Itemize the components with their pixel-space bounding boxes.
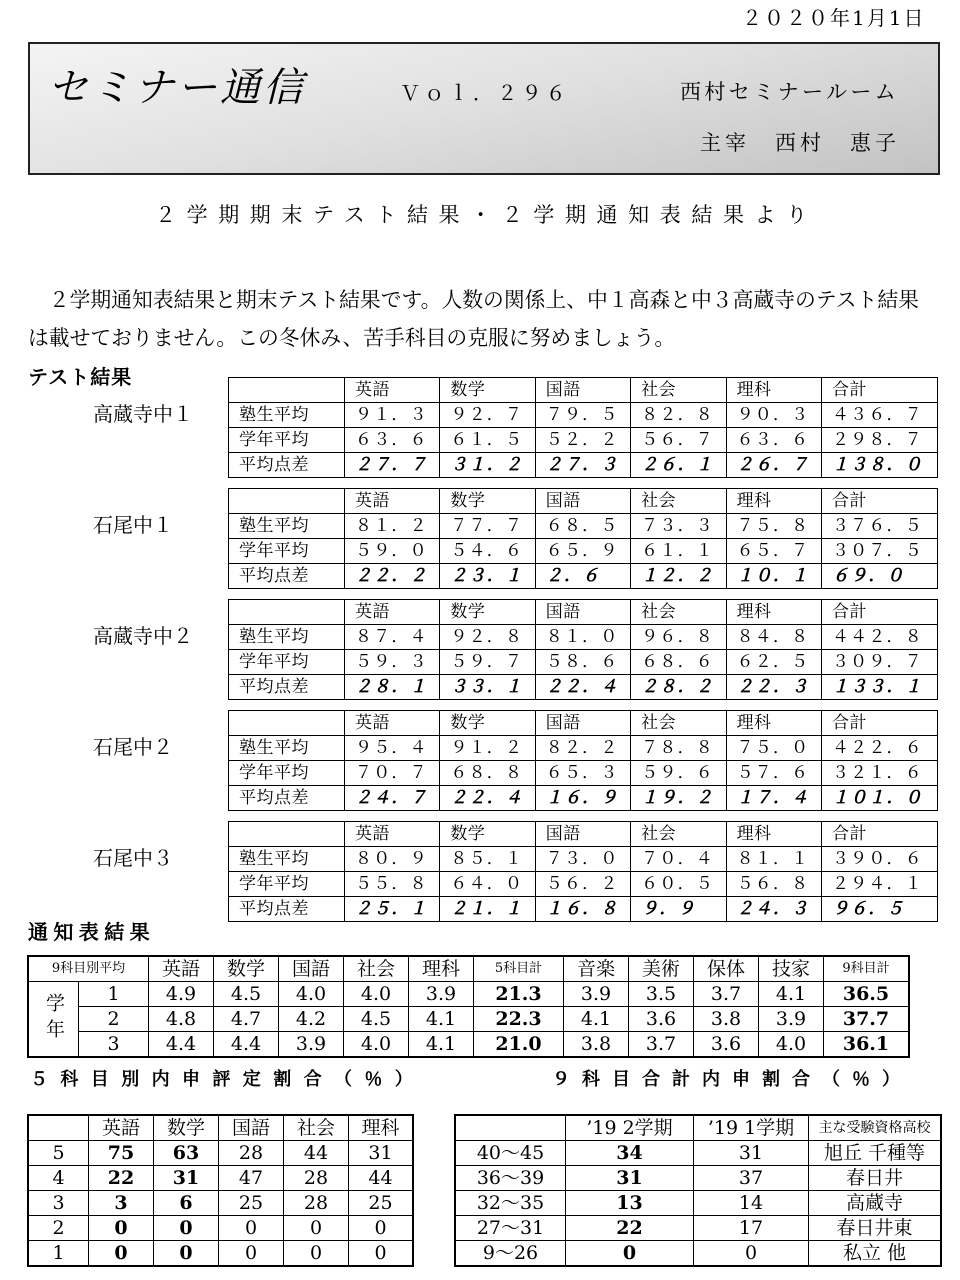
subject-average-cell: 4.5 — [214, 982, 279, 1007]
average-score-cell: ５９．６ — [631, 761, 726, 786]
subject-column-header: 国語 — [536, 822, 631, 847]
score-difference-cell: １２．２ — [631, 564, 726, 589]
subject-average-cell: 3.6 — [629, 1007, 694, 1032]
percentage-cell: 0 — [349, 1216, 413, 1241]
score-difference-cell: ９６．５ — [822, 897, 938, 922]
eligible-high-school-cell: 私立 他 — [809, 1241, 941, 1266]
rating-label: 1 — [29, 1241, 89, 1266]
average-score-cell: ７０．４ — [631, 847, 726, 872]
score-difference-cell: ９．９ — [631, 897, 726, 922]
eligible-high-school-cell: 春日井 — [809, 1166, 941, 1191]
percentage-cell-term1: 0 — [694, 1241, 809, 1266]
row-label: 塾生平均 — [229, 514, 345, 539]
score-difference-cell: ２４．７ — [345, 786, 440, 811]
subject-average-cell: 3.5 — [629, 982, 694, 1007]
host-name: 主宰 西村 恵子 — [700, 131, 900, 155]
subject-column-header: 数学 — [440, 378, 535, 403]
score-difference-cell: ２６．１ — [631, 453, 726, 478]
subject-column-header: 数学 — [440, 489, 535, 514]
score-difference-cell: ２５．１ — [345, 897, 440, 922]
average-score-cell: ７８．８ — [631, 736, 726, 761]
percentage-cell: 25 — [349, 1191, 413, 1216]
test-result-table — [228, 488, 938, 589]
subject-column-header: 社会 — [631, 600, 726, 625]
subject-column-header: 国語 — [536, 378, 631, 403]
row-label: 学年平均 — [229, 872, 345, 897]
subject-column-header: 社会 — [631, 378, 726, 403]
school-name: 高蔵寺中２ — [93, 624, 193, 648]
row-label: 塾生平均 — [229, 625, 345, 650]
score-difference-cell: ２７．３ — [536, 453, 631, 478]
table-corner-cell — [229, 711, 345, 736]
average-score-cell: ６５．７ — [727, 539, 822, 564]
score-difference-cell: １７．４ — [727, 786, 822, 811]
score-difference-cell: ２２．４ — [440, 786, 535, 811]
rating-label: 5 — [29, 1141, 89, 1166]
subject-average-cell: 4.5 — [344, 1007, 409, 1032]
percentage-cell-term2: 13 — [566, 1191, 694, 1216]
row-label: 平均点差 — [229, 675, 345, 700]
score-difference-cell: ２３．１ — [440, 564, 535, 589]
subject-column-header: 英語 — [345, 711, 440, 736]
average-score-cell: ６０．５ — [631, 872, 726, 897]
average-score-cell: ５５．８ — [345, 872, 440, 897]
total-average-cell: 21.3 — [474, 982, 564, 1007]
percentage-cell: 47 — [219, 1166, 284, 1191]
subject-average-cell: 4.8 — [149, 1007, 214, 1032]
subject-average-cell: 3.6 — [694, 1032, 759, 1057]
percentage-cell: 0 — [349, 1241, 413, 1266]
percentage-cell: 31 — [349, 1141, 413, 1166]
percentage-cell: 0 — [219, 1216, 284, 1241]
score-difference-cell: ２．６ — [536, 564, 631, 589]
organization-name: 西村セミナールーム — [680, 80, 900, 104]
subject-column-header: 9科目計 — [824, 957, 909, 982]
test-result-table — [228, 599, 938, 700]
score-difference-cell: ２１．１ — [440, 897, 535, 922]
average-score-cell: ９２．７ — [440, 403, 535, 428]
subject-column-header: 理科 — [727, 489, 822, 514]
subject-average-cell: 3.9 — [759, 1007, 824, 1032]
average-score-cell: ６５．９ — [536, 539, 631, 564]
rating-label: 2 — [29, 1216, 89, 1241]
average-score-cell: ５７．６ — [727, 761, 822, 786]
score-difference-cell: ２２．４ — [536, 675, 631, 700]
average-score-cell: ５９．７ — [440, 650, 535, 675]
score-difference-cell: １６．８ — [536, 897, 631, 922]
average-score-cell: ５９．３ — [345, 650, 440, 675]
percentage-cell-term2: 22 — [566, 1216, 694, 1241]
subject-column-header: 社会 — [631, 489, 726, 514]
column-header: ’19 1学期 — [694, 1116, 809, 1141]
subject-column-header: 合計 — [822, 378, 938, 403]
grade-number: 1 — [79, 982, 149, 1007]
score-difference-cell: ２８．２ — [631, 675, 726, 700]
subject-column-header: 英語 — [149, 957, 214, 982]
average-score-cell: ９６．８ — [631, 625, 726, 650]
average-score-cell: ７０．７ — [345, 761, 440, 786]
subject-column-header: 合計 — [822, 822, 938, 847]
subject-average-cell: 4.0 — [344, 1032, 409, 1057]
average-score-cell: ６２．５ — [727, 650, 822, 675]
row-label: 学年平均 — [229, 650, 345, 675]
score-difference-cell: １０１．０ — [822, 786, 938, 811]
average-score-cell: ５４．６ — [440, 539, 535, 564]
score-difference-cell: ２２．３ — [727, 675, 822, 700]
average-score-cell: ８５．１ — [440, 847, 535, 872]
average-score-cell: ６４．０ — [440, 872, 535, 897]
percentage-cell: 0 — [284, 1241, 349, 1266]
percentage-cell: 6 — [154, 1191, 219, 1216]
nine-subject-ratio-table — [455, 1115, 941, 1266]
grade-number: 3 — [79, 1032, 149, 1057]
average-score-cell: ３０７．５ — [822, 539, 938, 564]
eligible-high-school-cell: 春日井東 — [809, 1216, 941, 1241]
percentage-cell: 31 — [154, 1166, 219, 1191]
average-score-cell: ４２２．６ — [822, 736, 938, 761]
subject-column-header: 理科 — [409, 957, 474, 982]
average-score-cell: ９１．２ — [440, 736, 535, 761]
percentage-cell: 0 — [219, 1241, 284, 1266]
average-score-cell: ７３．３ — [631, 514, 726, 539]
average-score-cell: ５６．８ — [727, 872, 822, 897]
column-header: 主な受験資格高校 — [809, 1116, 941, 1141]
table-corner-cell — [456, 1116, 566, 1141]
average-score-cell: ６８．６ — [631, 650, 726, 675]
subject-average-cell: 3.9 — [564, 982, 629, 1007]
subject-column-header: 社会 — [344, 957, 409, 982]
subject-average-cell: 4.7 — [214, 1007, 279, 1032]
subject-column-header: 音楽 — [564, 957, 629, 982]
total-average-cell: 37.7 — [824, 1007, 909, 1032]
subject-average-cell: 4.1 — [409, 1032, 474, 1057]
score-difference-cell: ２７．７ — [345, 453, 440, 478]
score-difference-cell: ２４．３ — [727, 897, 822, 922]
average-score-cell: ７５．８ — [727, 514, 822, 539]
rating-label: 3 — [29, 1191, 89, 1216]
subject-average-cell: 4.1 — [409, 1007, 474, 1032]
score-range-label: 36～39 — [456, 1166, 566, 1191]
intro-paragraph: ２学期通知表結果と期末テスト結果です。人数の関係上、中１高森と中３高蔵寺のテスト結果は載せておりません。この冬休み、苦手科目の克服に努めましょう。 — [28, 288, 919, 350]
percentage-cell: 22 — [89, 1166, 154, 1191]
subject-column-header: 数学 — [214, 957, 279, 982]
table-corner-cell — [29, 1116, 89, 1141]
score-difference-cell: ３１．２ — [440, 453, 535, 478]
subject-column-header: 数学 — [440, 711, 535, 736]
subject-average-cell: 4.2 — [279, 1007, 344, 1032]
percentage-cell-term1: 31 — [694, 1141, 809, 1166]
five-subject-ratio-heading: ５科目別内申評定割合（％） — [30, 1069, 426, 1090]
subject-column-header: 英語 — [345, 489, 440, 514]
school-name: 石尾中３ — [93, 846, 173, 870]
average-score-cell: ３０９．７ — [822, 650, 938, 675]
total-average-cell: 36.1 — [824, 1032, 909, 1057]
eligible-high-school-cell: 旭丘 千種等 — [809, 1141, 941, 1166]
percentage-cell-term1: 17 — [694, 1216, 809, 1241]
average-score-cell: ８２．８ — [631, 403, 726, 428]
average-score-cell: ６５．３ — [536, 761, 631, 786]
score-difference-cell: ２８．１ — [345, 675, 440, 700]
rating-label: 4 — [29, 1166, 89, 1191]
percentage-cell: 0 — [154, 1216, 219, 1241]
masthead — [28, 42, 940, 175]
subject-average-cell: 3.8 — [694, 1007, 759, 1032]
row-label: 平均点差 — [229, 564, 345, 589]
subject-column-header: 合計 — [822, 489, 938, 514]
subject-column-header: 合計 — [822, 711, 938, 736]
subject-column-header: 社会 — [284, 1116, 349, 1141]
subject-average-cell: 4.4 — [149, 1032, 214, 1057]
article-headline: ２学期期末テスト結果・２学期通知表結果より — [155, 203, 818, 227]
average-score-cell: ３９０．６ — [822, 847, 938, 872]
report-card-heading: 通知表結果 — [28, 920, 155, 944]
score-range-label: 27～31 — [456, 1216, 566, 1241]
school-name: 石尾中１ — [93, 513, 173, 537]
subject-column-header: 美術 — [629, 957, 694, 982]
subject-column-header: 理科 — [727, 822, 822, 847]
grade-label-cell — [29, 982, 79, 1057]
percentage-cell: 28 — [219, 1141, 284, 1166]
subject-column-header: 数学 — [154, 1116, 219, 1141]
nine-subject-ratio-heading: ９科目合計内申割合（％） — [552, 1069, 912, 1090]
average-score-cell: ８４．８ — [727, 625, 822, 650]
percentage-cell: 25 — [219, 1191, 284, 1216]
subject-average-cell: 3.7 — [694, 982, 759, 1007]
percentage-cell: 28 — [284, 1191, 349, 1216]
average-score-cell: ５６．２ — [536, 872, 631, 897]
table-corner-cell — [229, 822, 345, 847]
average-score-cell: ５９．０ — [345, 539, 440, 564]
percentage-cell: 75 — [89, 1141, 154, 1166]
subject-average-cell: 4.1 — [564, 1007, 629, 1032]
subject-average-cell: 4.0 — [344, 982, 409, 1007]
average-score-cell: ８１．２ — [345, 514, 440, 539]
percentage-cell-term2: 0 — [566, 1241, 694, 1266]
average-score-cell: ３２１．６ — [822, 761, 938, 786]
average-score-cell: ９５．４ — [345, 736, 440, 761]
issue-date: ２０２０年1月1日 — [742, 6, 926, 30]
percentage-cell: 63 — [154, 1141, 219, 1166]
score-difference-cell: ２２．２ — [345, 564, 440, 589]
percentage-cell-term2: 31 — [566, 1166, 694, 1191]
percentage-cell: 0 — [284, 1216, 349, 1241]
column-header: ’19 2学期 — [566, 1116, 694, 1141]
score-difference-cell: ２６．７ — [727, 453, 822, 478]
average-score-cell: ４３６．７ — [822, 403, 938, 428]
average-score-cell: ４４２．８ — [822, 625, 938, 650]
report-card-table — [28, 956, 909, 1057]
average-score-cell: ７７．７ — [440, 514, 535, 539]
average-score-cell: ７３．０ — [536, 847, 631, 872]
subject-column-header: 社会 — [631, 711, 726, 736]
subject-column-header: 英語 — [345, 822, 440, 847]
subject-column-header: 英語 — [345, 600, 440, 625]
percentage-cell-term1: 14 — [694, 1191, 809, 1216]
percentage-cell-term1: 37 — [694, 1166, 809, 1191]
subject-column-header: 国語 — [536, 600, 631, 625]
average-score-cell: ８１．１ — [727, 847, 822, 872]
average-score-cell: ７９．５ — [536, 403, 631, 428]
school-name: 高蔵寺中１ — [93, 402, 193, 426]
average-score-cell: ５２．２ — [536, 428, 631, 453]
average-score-cell: ８０．９ — [345, 847, 440, 872]
test-result-table — [228, 821, 938, 922]
row-label: 平均点差 — [229, 786, 345, 811]
grade-label: 学年 — [43, 993, 65, 1045]
percentage-cell-term2: 34 — [566, 1141, 694, 1166]
average-score-cell: ２９４．１ — [822, 872, 938, 897]
subject-column-header: 合計 — [822, 600, 938, 625]
average-score-cell: ２９８．７ — [822, 428, 938, 453]
total-average-cell: 21.0 — [474, 1032, 564, 1057]
row-label: 学年平均 — [229, 539, 345, 564]
average-score-cell: ９１．３ — [345, 403, 440, 428]
subject-average-cell: 3.9 — [409, 982, 474, 1007]
score-range-label: 9～26 — [456, 1241, 566, 1266]
score-difference-cell: ６９．０ — [822, 564, 938, 589]
score-difference-cell: １３８．０ — [822, 453, 938, 478]
five-subject-ratio-table — [28, 1115, 413, 1266]
subject-average-cell: 4.0 — [759, 1032, 824, 1057]
percentage-cell: 44 — [284, 1141, 349, 1166]
row-label: 平均点差 — [229, 897, 345, 922]
score-difference-cell: １６．９ — [536, 786, 631, 811]
table-corner-cell — [229, 489, 345, 514]
average-score-cell: ８７．４ — [345, 625, 440, 650]
table-corner-label: 9科目別平均 — [29, 957, 149, 982]
average-score-cell: ６８．８ — [440, 761, 535, 786]
score-range-label: 40～45 — [456, 1141, 566, 1166]
percentage-cell: 0 — [89, 1216, 154, 1241]
test-results-heading: テスト結果 — [28, 365, 133, 389]
subject-column-header: 数学 — [440, 600, 535, 625]
subject-column-header: 英語 — [345, 378, 440, 403]
row-label: 学年平均 — [229, 428, 345, 453]
subject-average-cell: 3.9 — [279, 1032, 344, 1057]
row-label: 塾生平均 — [229, 736, 345, 761]
percentage-cell: 3 — [89, 1191, 154, 1216]
subject-average-cell: 4.9 — [149, 982, 214, 1007]
average-score-cell: ７５．０ — [727, 736, 822, 761]
average-score-cell: ５８．６ — [536, 650, 631, 675]
table-corner-cell — [229, 600, 345, 625]
subject-column-header: 国語 — [219, 1116, 284, 1141]
subject-column-header: 理科 — [727, 711, 822, 736]
subject-average-cell: 4.0 — [279, 982, 344, 1007]
row-label: 塾生平均 — [229, 847, 345, 872]
subject-average-cell: 3.8 — [564, 1032, 629, 1057]
subject-column-header: 理科 — [727, 378, 822, 403]
subject-column-header: 国語 — [536, 489, 631, 514]
average-score-cell: ３７６．５ — [822, 514, 938, 539]
subject-column-header: 社会 — [631, 822, 726, 847]
score-difference-cell: ３３．１ — [440, 675, 535, 700]
average-score-cell: ８２．２ — [536, 736, 631, 761]
total-average-cell: 22.3 — [474, 1007, 564, 1032]
percentage-cell: 44 — [349, 1166, 413, 1191]
subject-average-cell: 4.4 — [214, 1032, 279, 1057]
total-average-cell: 36.5 — [824, 982, 909, 1007]
score-difference-cell: １９．２ — [631, 786, 726, 811]
subject-column-header: 5科目計 — [474, 957, 564, 982]
eligible-high-school-cell: 高蔵寺 — [809, 1191, 941, 1216]
subject-column-header: 国語 — [536, 711, 631, 736]
subject-column-header: 技家 — [759, 957, 824, 982]
subject-average-cell: 4.1 — [759, 982, 824, 1007]
row-label: 学年平均 — [229, 761, 345, 786]
grade-number: 2 — [79, 1007, 149, 1032]
score-difference-cell: １０．１ — [727, 564, 822, 589]
percentage-cell: 0 — [154, 1241, 219, 1266]
score-range-label: 32～35 — [456, 1191, 566, 1216]
average-score-cell: ５６．７ — [631, 428, 726, 453]
average-score-cell: ９０．３ — [727, 403, 822, 428]
subject-column-header: 理科 — [727, 600, 822, 625]
volume-number: Ｖｏｌ．２９６ — [400, 81, 571, 105]
row-label: 塾生平均 — [229, 403, 345, 428]
row-label: 平均点差 — [229, 453, 345, 478]
percentage-cell: 28 — [284, 1166, 349, 1191]
average-score-cell: ９２．８ — [440, 625, 535, 650]
percentage-cell: 0 — [89, 1241, 154, 1266]
average-score-cell: ６１．１ — [631, 539, 726, 564]
subject-column-header: 英語 — [89, 1116, 154, 1141]
average-score-cell: ８１．０ — [536, 625, 631, 650]
score-difference-cell: １３３．１ — [822, 675, 938, 700]
newsletter-title: セミナー通信 — [48, 65, 306, 111]
test-result-table — [228, 710, 938, 811]
average-score-cell: ６８．５ — [536, 514, 631, 539]
average-score-cell: ６１．５ — [440, 428, 535, 453]
test-result-table — [228, 377, 938, 478]
average-score-cell: ６３．６ — [727, 428, 822, 453]
subject-column-header: 数学 — [440, 822, 535, 847]
table-corner-cell — [229, 378, 345, 403]
subject-column-header: 国語 — [279, 957, 344, 982]
school-name: 石尾中２ — [93, 735, 173, 759]
subject-average-cell: 3.7 — [629, 1032, 694, 1057]
average-score-cell: ６３．６ — [345, 428, 440, 453]
subject-column-header: 保体 — [694, 957, 759, 982]
subject-column-header: 理科 — [349, 1116, 413, 1141]
